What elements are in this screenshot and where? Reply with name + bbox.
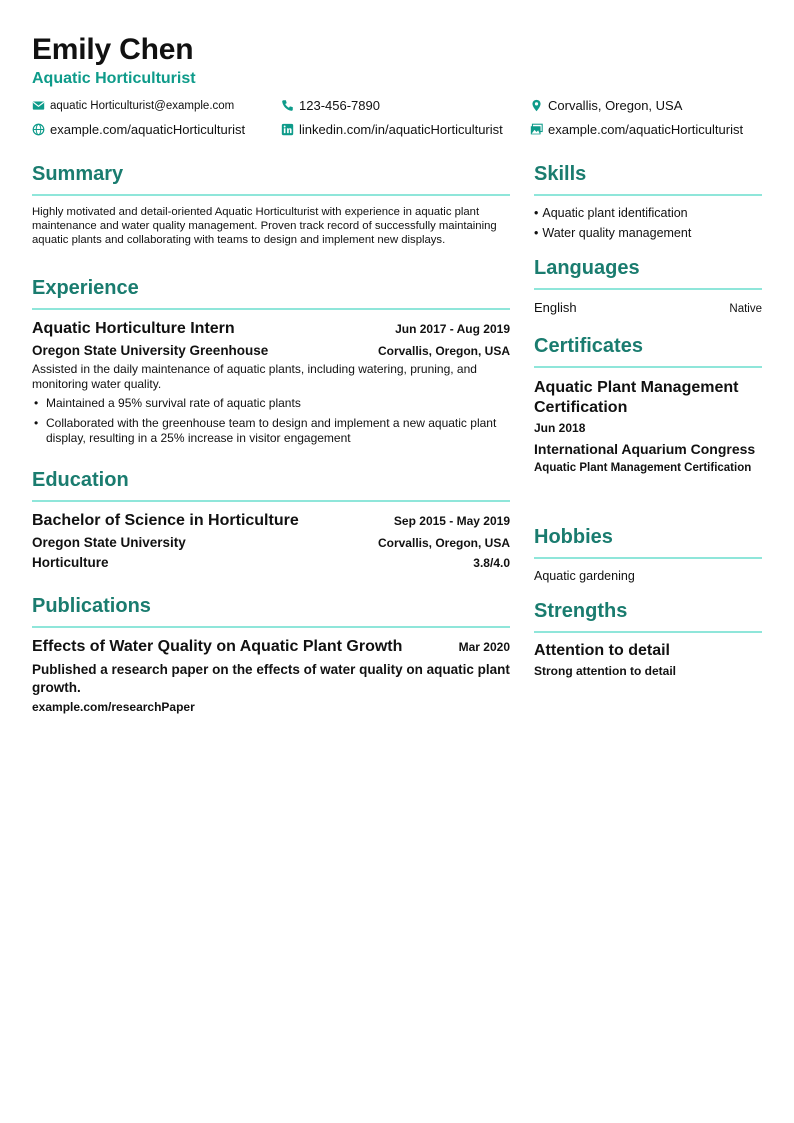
linkedin-icon [281, 123, 294, 136]
certificates-heading: Certificates [534, 335, 762, 368]
education-heading: Education [32, 469, 510, 502]
experience-heading: Experience [32, 277, 510, 310]
job-location: Corvallis, Oregon, USA [377, 344, 510, 358]
hobby-item: Aquatic gardening [534, 569, 635, 583]
job-bullet: • Collaborated with the greenhouse team to design and implement a new aquatic plant display, resulting in a 25% increase in visitor engagement [32, 416, 510, 446]
contact-location [530, 98, 682, 113]
publication-link[interactable]: example.com/researchPaper [32, 700, 195, 714]
contact-email[interactable] [32, 99, 234, 112]
school-name: Oregon State University [32, 535, 186, 550]
skill-label: Aquatic plant identification [542, 206, 688, 220]
summary-heading: Summary [32, 163, 510, 196]
job-organization: Oregon State University Greenhouse [32, 343, 269, 358]
publications-section [32, 595, 510, 714]
contact-email-text: aquatic Horticulturist@example.com [50, 99, 235, 112]
job-title: Aquatic Horticulture Intern [32, 320, 235, 337]
skill-item: • Water quality management [534, 226, 692, 240]
hobbies-heading: Hobbies [534, 526, 762, 559]
publication-title: Effects of Water Quality on Aquatic Plant Growth [32, 638, 403, 655]
language-name: English [534, 300, 577, 315]
strength-title: Attention to detail [534, 642, 670, 659]
globe-icon [32, 123, 45, 136]
education-field: Horticulture [32, 555, 109, 570]
strengths-section [534, 600, 762, 678]
skill-item: • Aquatic plant identification [534, 206, 688, 220]
candidate-role: Aquatic Horticulturist [32, 70, 196, 87]
language-level: Native [729, 303, 762, 315]
publication-date: Mar 2020 [458, 640, 510, 654]
certificates-section [534, 335, 762, 476]
certificate-description: Aquatic Plant Management Certification [534, 462, 752, 474]
certificate-issuer: International Aquarium Congress [534, 441, 756, 457]
languages-section [534, 257, 762, 315]
job-bullets [32, 396, 510, 446]
contact-website[interactable] [32, 122, 245, 137]
experience-item [32, 320, 510, 446]
skill-label: Water quality management [542, 226, 692, 240]
contact-linkedin[interactable] [281, 122, 503, 137]
summary-section [32, 163, 510, 247]
education-dates: Sep 2015 - May 2019 [393, 514, 510, 528]
strength-description: Strong attention to detail [534, 664, 676, 678]
languages-heading: Languages [534, 257, 762, 290]
contact-website-text: example.com/aquaticHorticulturist [50, 122, 246, 137]
summary-text: Highly motivated and detail-oriented Aquatic Horticulturist with experience in aquatic plant maintenance and water quality management. Proven track record of successfully maintaining aquatic plants and collaborating with teams to design and implement new displays. [32, 206, 497, 246]
skills-section [534, 163, 762, 243]
job-description: Assisted in the daily maintenance of aquatic plants, including watering, pruning, and monitoring water quality. [32, 362, 477, 391]
contact-phone-text: 123-456-7890 [299, 98, 380, 113]
school-location: Corvallis, Oregon, USA [377, 536, 510, 550]
candidate-name: Emily Chen [32, 33, 194, 66]
certificate-date: Jun 2018 [534, 421, 586, 435]
contact-linkedin-text: linkedin.com/in/aquaticHorticulturist [299, 122, 503, 137]
certificate-title: Aquatic Plant Management Certification [534, 379, 739, 416]
publications-heading: Publications [32, 595, 510, 628]
strengths-heading: Strengths [534, 600, 762, 633]
experience-section [32, 277, 510, 451]
education-gpa: 3.8/4.0 [473, 556, 510, 570]
location-pin-icon [530, 99, 543, 112]
skills-heading: Skills [534, 163, 762, 196]
image-gallery-icon [530, 123, 543, 136]
publication-description: Published a research paper on the effects of water quality on aquatic plant growth. [32, 662, 510, 695]
degree-title: Bachelor of Science in Horticulture [32, 512, 299, 529]
job-dates: Jun 2017 - Aug 2019 [395, 322, 510, 336]
education-section [32, 469, 510, 570]
phone-icon [281, 99, 294, 112]
language-item [534, 300, 762, 315]
job-bullet: • Maintained a 95% survival rate of aquatic plants [32, 396, 510, 411]
hobbies-section [534, 526, 762, 583]
contact-portfolio-text: example.com/aquaticHorticulturist [548, 122, 744, 137]
contact-location-text: Corvallis, Oregon, USA [548, 98, 683, 113]
email-icon [32, 99, 45, 112]
contact-phone[interactable] [281, 98, 380, 113]
contact-portfolio[interactable] [530, 122, 743, 137]
